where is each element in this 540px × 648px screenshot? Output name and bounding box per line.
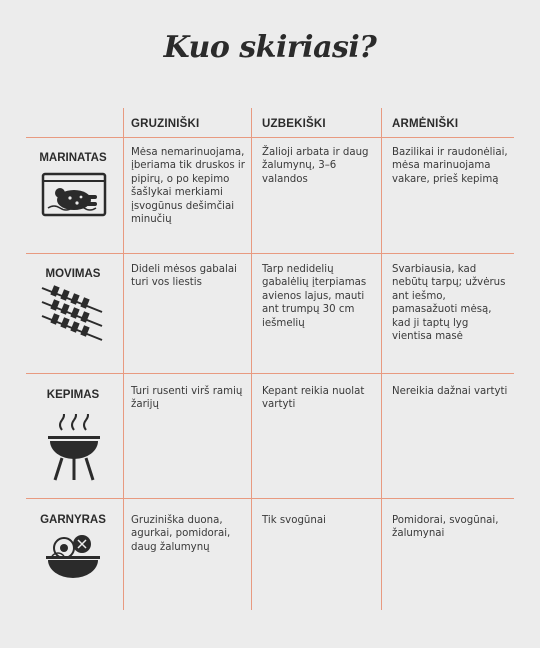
cell-kepimas-uzbekiski: Kepant reikia nuolat vartyti — [262, 386, 365, 411]
column-header-armeniski: ARMĖNIŠKI — [392, 118, 459, 130]
row-label-kepimas: KEPIMAS — [46, 389, 100, 401]
cell-garnyras-gruziniski: Gruziniška duona, agurkai, pomidorai, daug žalumynų — [131, 515, 231, 553]
column-header-uzbekiski: UZBEKIŠKI — [262, 118, 326, 130]
column-header-gruziniski: GRUZINIŠKI — [131, 118, 200, 130]
column-divider — [251, 108, 252, 610]
row-divider — [26, 373, 514, 374]
cell-garnyras-armeniski: Pomidorai, svogūnai, žalumynai — [392, 515, 499, 540]
row-divider — [26, 498, 514, 499]
cell-kepimas-gruziniski: Turi rusenti virš ramių žarijų — [131, 386, 243, 411]
row-divider — [26, 253, 514, 254]
cell-movimas-armeniski: Svarbiausia, kad nebūtų tarpų; užvėrus ant iešmo, pamasažuoti mėsą, kad ji taptų lyg vientisa masė — [392, 264, 506, 343]
marinated-chicken-icon — [40, 172, 108, 218]
row-divider — [26, 137, 514, 138]
cell-movimas-uzbekiski: Tarp nedidelių gabalėlių įterpiamas avienos lajus, mauti ant trumpų 30 cm iešmelių — [262, 264, 367, 329]
skewers-icon — [38, 282, 108, 350]
side-dish-bowl-icon — [42, 530, 104, 580]
row-label-garnyras: GARNYRAS — [40, 514, 106, 526]
column-divider — [381, 108, 382, 610]
cell-kepimas-armeniski: Nereikia dažnai vartyti — [392, 386, 508, 397]
cell-marinatas-gruziniski: Mėsa nemarinuojama, įberiama tik druskos ir pipirų, o po kepimo šašlykai merkiami įsvogūnus dešimčiai minučių — [131, 147, 245, 226]
row-label-marinatas: MARINATAS — [39, 152, 107, 164]
cell-marinatas-armeniski: Bazilikai ir raudonėliai, mėsa marinuojama vakare, prieš kepimą — [392, 147, 508, 185]
row-label-movimas: MOVIMAS — [45, 268, 101, 280]
cell-marinatas-uzbekiski: Žalioji arbata ir daug žalumynų, 3–6 valandos — [262, 147, 369, 185]
page-title: Kuo skiriasi? — [163, 30, 377, 65]
column-divider — [123, 108, 124, 610]
cell-movimas-gruziniski: Dideli mėsos gabalai turi vos liestis — [131, 264, 237, 289]
grill-icon — [44, 414, 104, 482]
cell-garnyras-uzbekiski: Tik svogūnai — [262, 515, 326, 526]
